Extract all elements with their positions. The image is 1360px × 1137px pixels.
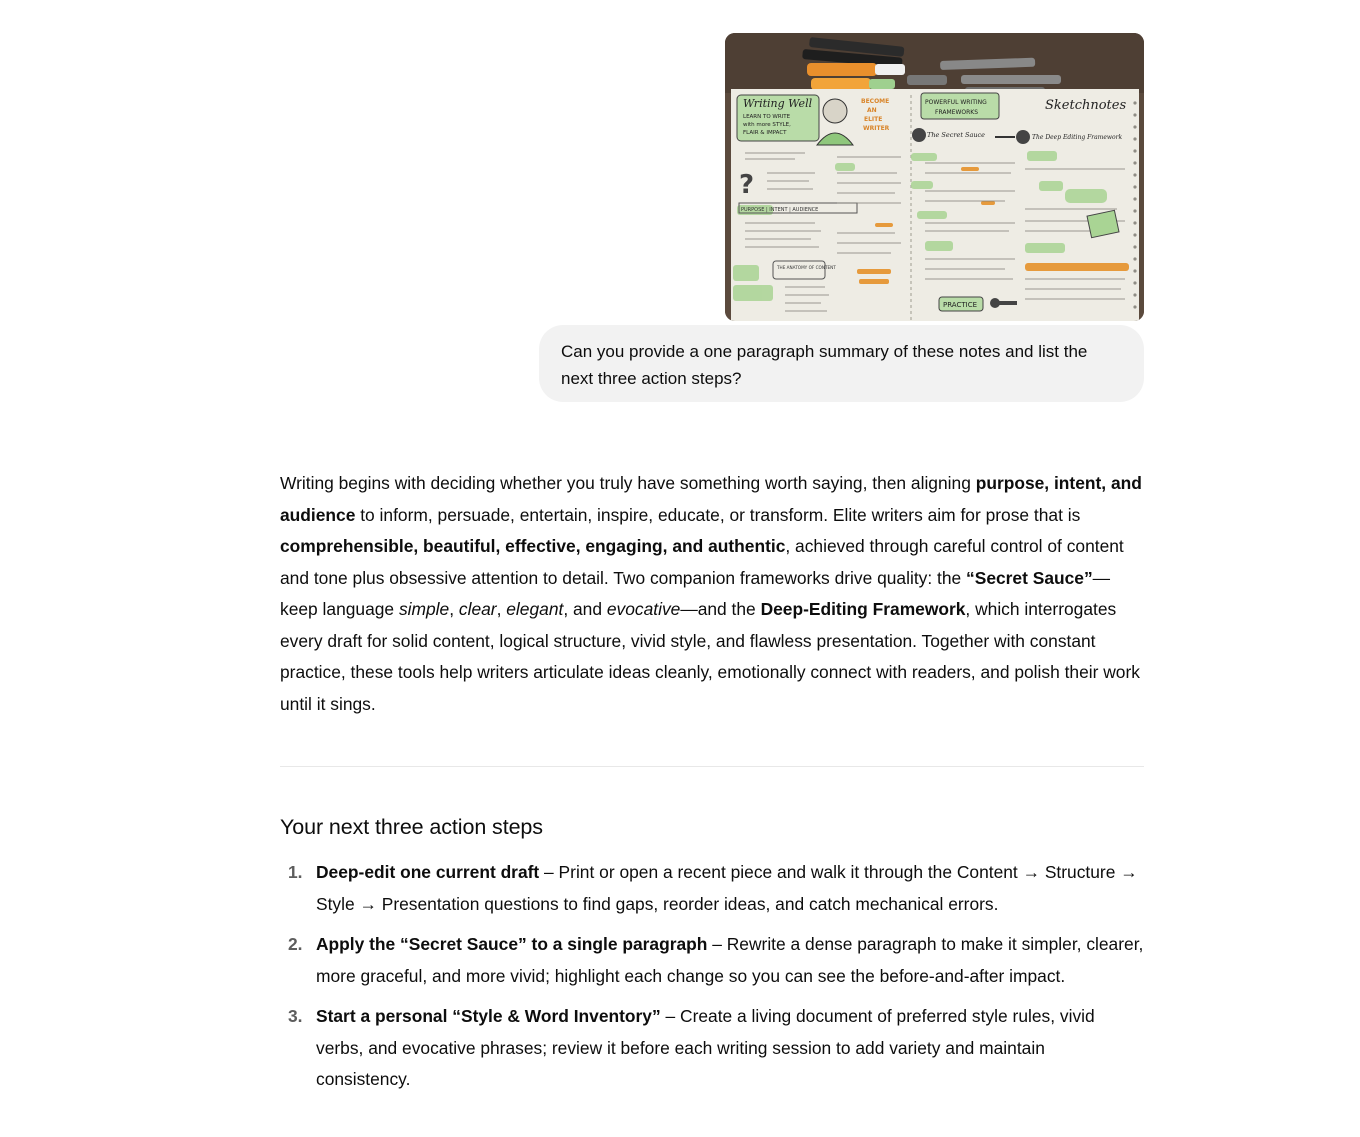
title-box — [737, 95, 819, 141]
step-number: 3. — [288, 1006, 303, 1026]
summary-bold-text: Deep-Editing Framework — [760, 599, 966, 619]
summary-text: , achieved through careful control of content and tone plus obsessive attention to detail. Two companion frameworks drive quality: the — [280, 536, 1124, 588]
step-number: 1. — [288, 862, 303, 882]
summary-paragraph — [280, 468, 1144, 720]
user-message — [280, 0, 1144, 402]
svg-text:PRACTICE: PRACTICE — [943, 301, 978, 309]
svg-text:FRAMEWORKS: FRAMEWORKS — [935, 109, 979, 116]
svg-text:The Secret Sauce: The Secret Sauce — [927, 131, 986, 139]
svg-text:POWERFUL WRITING: POWERFUL WRITING — [925, 99, 987, 106]
user-prompt-text: Can you provide a one paragraph summary of these notes and list the next three action steps? — [561, 342, 1088, 388]
summary-text: —keep language — [280, 567, 1111, 619]
step-text: – Create a living document of preferred style rules, vivid verbs, and evocative phrases; review it before each writing session to add variety and maintain consistency. — [316, 1006, 1095, 1089]
svg-text:LEARN TO WRITE: LEARN TO WRITE — [743, 114, 791, 120]
svg-text:with more STYLE,: with more STYLE, — [743, 122, 791, 128]
assistant-message — [280, 468, 1144, 1089]
svg-text:ELITE: ELITE — [864, 116, 883, 123]
action-step-3 — [280, 1001, 1144, 1096]
step-title: Start a personal “Style & Word Inventory” — [316, 1006, 661, 1026]
step-text: – Rewrite a dense paragraph to make it simpler, clearer, more graceful, and more vivid; highlight each change so you can see the before-and-after impact. — [316, 934, 1144, 986]
summary-text: , which interrogates every draft for solid content, logical structure, vivid style, and flawless presentation. Together with constant practice, these tools help writers articulate ideas cleanly, emotionally connect with readers, and polish their work until it sings. — [280, 599, 1140, 714]
svg-text:WRITER: WRITER — [863, 125, 890, 132]
steps-heading: Your next three action steps — [280, 815, 543, 839]
summary-bold-text: “Secret Sauce” — [966, 567, 1093, 588]
summary-bold-text: comprehensible, beautiful, effective, engaging, and authentic — [280, 536, 786, 556]
svg-text:FLAIR & IMPACT: FLAIR & IMPACT — [743, 130, 787, 136]
step-title: Apply the “Secret Sauce” to a single paragraph — [316, 934, 708, 954]
summary-text: —and the — [680, 599, 761, 619]
summary-italic-text: clear — [458, 599, 497, 619]
summary-italic-text: evocative — [606, 599, 681, 619]
summary-italic-text: elegant — [506, 599, 564, 619]
action-steps-list — [280, 857, 1144, 1105]
svg-text:AN: AN — [867, 107, 877, 114]
summary-italic-text: simple — [398, 599, 450, 619]
step-title: Deep-edit one current draft — [316, 862, 540, 882]
summary-text: , — [449, 599, 459, 619]
attached-image[interactable] — [725, 33, 1144, 321]
section-divider — [280, 766, 1144, 767]
step-text: – Print or open a recent piece and walk it through the Content → Structure → Style → Presentation questions to find gaps, reorder ideas, and catch mechanical errors. — [316, 862, 1138, 914]
summary-text: Writing begins with deciding whether you truly have something worth saying, then aligning — [280, 473, 976, 493]
summary-text: to inform, persuade, entertain, inspire, educate, or transform. Elite writers aim for prose that is — [355, 504, 1081, 525]
frameworks-box — [921, 93, 999, 119]
summary-text: , and — [563, 599, 607, 619]
question-mark-doodle: ? — [739, 170, 755, 200]
action-step-2 — [280, 929, 1144, 992]
summary-bold-text: purpose, intent, and audience — [280, 473, 1142, 525]
conversation-thread — [280, 0, 1144, 1089]
summary-text: , — [496, 599, 507, 619]
user-prompt-bubble — [539, 325, 1144, 402]
svg-text:Writing Well: Writing Well — [743, 97, 813, 110]
svg-text:PURPOSE | INTENT | AUDIENCE: PURPOSE | INTENT | AUDIENCE — [741, 207, 819, 213]
action-step-1 — [280, 857, 1144, 920]
sketchnotes-title: Sketchnotes — [1045, 98, 1127, 113]
sketchnote-illustration — [725, 33, 1144, 321]
step-number: 2. — [288, 934, 303, 954]
svg-text:THE ANATOMY OF CONTENT: THE ANATOMY OF CONTENT — [777, 265, 836, 270]
svg-text:The Deep Editing Framework: The Deep Editing Framework — [1032, 134, 1123, 141]
svg-text:BECOME: BECOME — [861, 98, 890, 105]
